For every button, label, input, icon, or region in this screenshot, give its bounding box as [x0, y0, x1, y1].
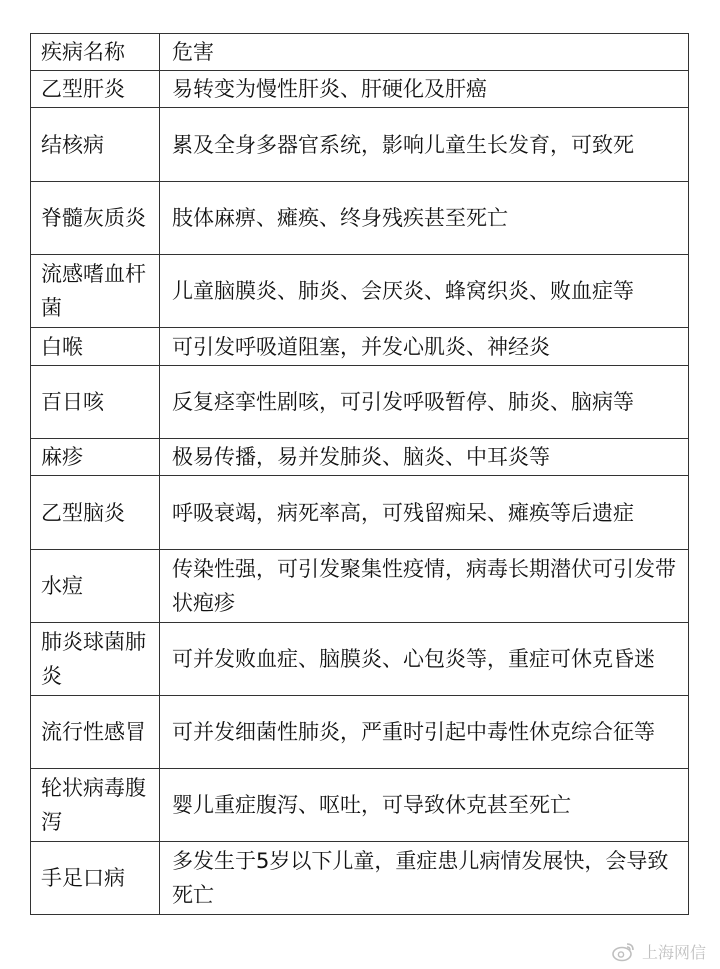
harm-cell: 呼吸衰竭，病死率高，可残留痴呆、瘫痪等后遗症: [160, 476, 689, 550]
disease-name-cell: 流感嗜血杆菌: [31, 255, 160, 328]
table-row: [31, 255, 689, 328]
table-row: [31, 623, 689, 696]
harm-cell: 肢体麻痹、瘫痪、终身残疾甚至死亡: [160, 182, 689, 255]
table-row: [31, 696, 689, 769]
header-harm: 危害: [160, 34, 689, 71]
watermark-text: 上海网信: [641, 943, 706, 962]
harm-cell: 可并发败血症、脑膜炎、心包炎等，重症可休克昏迷: [160, 623, 689, 696]
table-row: [31, 108, 689, 182]
disease-name-cell: 轮状病毒腹泻: [31, 769, 160, 842]
harm-cell: 可引发呼吸道阻塞，并发心肌炎、神经炎: [160, 328, 689, 366]
disease-name-cell: 百日咳: [31, 366, 160, 439]
harm-cell: 多发生于5岁以下儿童，重症患儿病情发展快，会导致死亡: [160, 842, 689, 915]
disease-name-cell: 乙型脑炎: [31, 476, 160, 550]
table-row: [31, 439, 689, 476]
table-row: [31, 71, 689, 108]
harm-cell: 可并发细菌性肺炎，严重时引起中毒性休克综合征等: [160, 696, 689, 769]
disease-name-cell: 麻疹: [31, 439, 160, 476]
header-disease-name: 疾病名称: [31, 34, 160, 71]
disease-name-cell: 脊髓灰质炎: [31, 182, 160, 255]
disease-name-cell: 结核病: [31, 108, 160, 182]
table-row: [31, 842, 689, 915]
table-row: [31, 328, 689, 366]
table-row: [31, 182, 689, 255]
harm-cell: 婴儿重症腹泻、呕吐，可导致休克甚至死亡: [160, 769, 689, 842]
table-row: [31, 769, 689, 842]
disease-name-cell: 白喉: [31, 328, 160, 366]
weibo-icon: [612, 942, 636, 962]
disease-name-cell: 水痘: [31, 550, 160, 623]
disease-name-cell: 流行性感冒: [31, 696, 160, 769]
harm-cell: 传染性强，可引发聚集性疫情，病毒长期潜伏可引发带状疱疹: [160, 550, 689, 623]
table-row: [31, 476, 689, 550]
harm-cell: 极易传播，易并发肺炎、脑炎、中耳炎等: [160, 439, 689, 476]
disease-harm-table: [30, 33, 689, 915]
table-header-row: [31, 34, 689, 71]
harm-cell: 儿童脑膜炎、肺炎、会厌炎、蜂窝织炎、败血症等: [160, 255, 689, 328]
table-row: [31, 366, 689, 439]
harm-cell: 易转变为慢性肝炎、肝硬化及肝癌: [160, 71, 689, 108]
watermark: [612, 940, 706, 963]
disease-name-cell: 手足口病: [31, 842, 160, 915]
harm-cell: 反复痉挛性剧咳，可引发呼吸暂停、肺炎、脑病等: [160, 366, 689, 439]
harm-cell: 累及全身多器官系统，影响儿童生长发育，可致死: [160, 108, 689, 182]
disease-name-cell: 肺炎球菌肺炎: [31, 623, 160, 696]
disease-name-cell: 乙型肝炎: [31, 71, 160, 108]
table-row: [31, 550, 689, 623]
